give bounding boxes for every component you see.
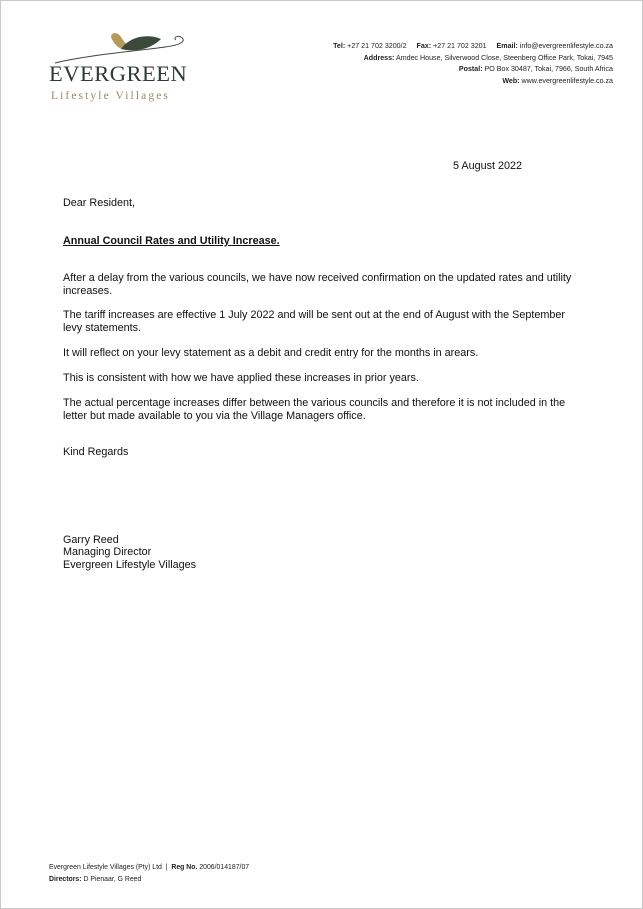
logo-tagline: Lifestyle Villages [51,90,170,102]
contact-line-postal [333,64,613,76]
fax-label: Fax: [416,42,432,50]
address-value: Amdec House, Silverwood Close, Steenberg Office Park, Tokai, 7945 [396,53,613,62]
tel-label: Tel: [333,42,346,50]
email-label: Email: [496,42,518,50]
reg-label: Reg No. [171,864,198,871]
web-value: www.evergreenlifestyle.co.za [521,76,613,85]
contact-block [333,41,613,87]
paragraph: The tariff increases are effective 1 July 2022 and will be sent out at the end of August with the September levy statements. [63,309,565,334]
web-label: Web: [502,76,520,85]
postal-value: PO Box 30487, Tokai, 7966, South Africa [484,65,613,74]
address-label: Address: [363,53,395,62]
fax-value: +27 21 702 3201 [433,42,487,50]
contact-line-phone [333,41,613,53]
reg-number: 2006/014187/07 [199,864,250,871]
footer [49,862,249,885]
paragraph: This is consistent with how we have applied these increases in prior years. [63,372,419,384]
letter-subject: Annual Council Rates and Utility Increase. [63,235,280,247]
evergreen-logo [47,29,197,111]
signatory-name: Garry Reed [63,534,119,546]
directors-value: D Pienaar, G Reed [83,875,142,883]
footer-line-directors [49,874,249,886]
contact-line-web [333,76,613,88]
contact-line-address [333,53,613,65]
closing: Kind Regards [63,446,129,458]
footer-company: Evergreen Lifestyle Villages (Pty) Ltd [49,864,162,871]
directors-label: Directors: [49,875,82,883]
paragraph: After a delay from the various councils, we have now received confirmation on the updated rates and utility increases. [63,272,572,297]
postal-label: Postal: [458,65,483,74]
signatory-company: Evergreen Lifestyle Villages [63,559,197,571]
signatory-title: Managing Director [63,546,152,558]
logo-wordmark: EVERGREEN [49,61,188,86]
letter-date: 5 August 2022 [453,160,523,172]
email-value: info@evergreenlifestyle.co.za [519,42,613,50]
paragraph: The actual percentage increases differ between the various councils and therefore it is not included in the letter but made available to you via the Village Managers office. [63,397,566,422]
footer-line-company [49,862,249,874]
tel-value: +27 21 702 3200/2 [347,42,407,50]
footer-divider: | [165,864,168,871]
salutation: Dear Resident, [63,197,136,209]
paragraph: It will reflect on your levy statement as a debit and credit entry for the months in arears. [63,347,479,359]
